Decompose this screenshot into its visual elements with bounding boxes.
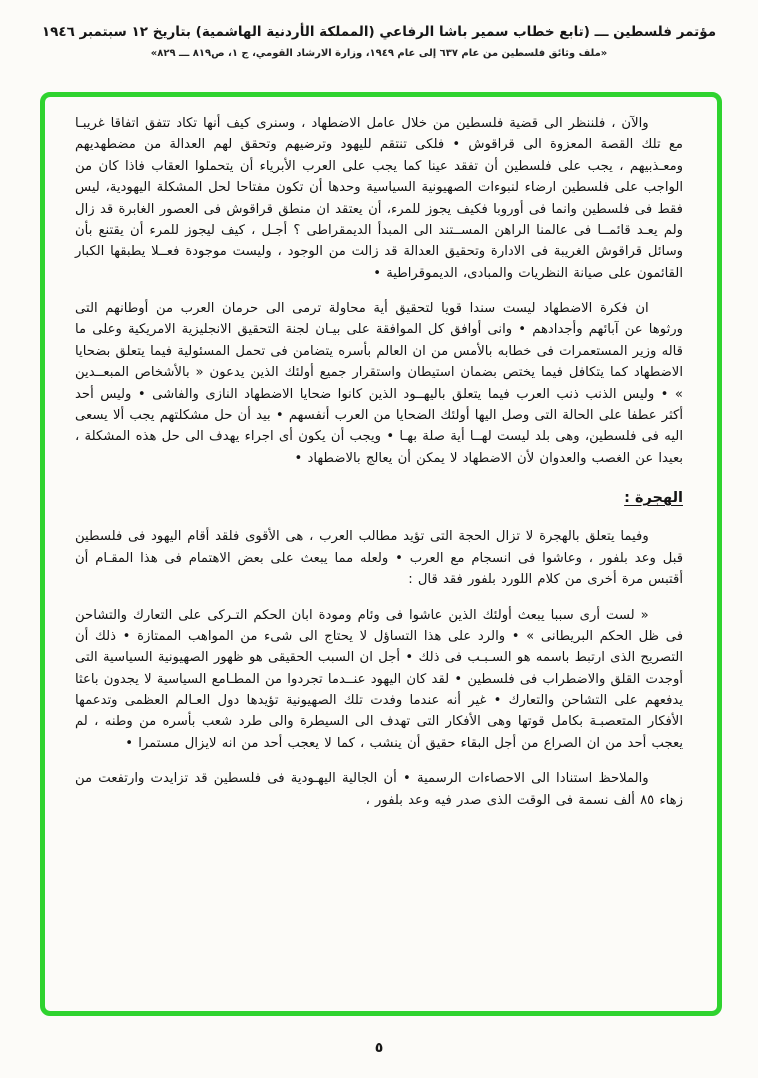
page-header bbox=[0, 0, 758, 59]
section-heading-immigration: الهجرة : bbox=[624, 490, 683, 506]
page-footer bbox=[0, 1037, 758, 1056]
paragraph-oppression-2: ان فكرة الاضطهاد ليست سندا قويا لتحقيق أية محاولة ترمى الى حرمان العرب من أوطانهم التى ورثوها عن آبائهم وأجدادهم • وانى أوافق كل الموافقة على بيـان لجنة التحقيق الانجليزية الامريكية وعلى ما قاله وزير المستعمرات فى خطابه بالأمس من ان العالم بأسره يتضامن فى تحمل المسئولية فيما يتعلق بضحايا الاضطهاد كما يتكافل فيما يختص بضمان استيطان واستقرار جميع أولئك الذين يدعون « بالأشخاص المبعــدين » • وليس الذنب ذنب العرب فيما يتعلق باليهــود الذين كانوا ضحايا الاضطهاد النازى والفاشى • وليس أحد أكثر عطفا على الحالة التى وصل اليها أولئك الضحايا من العرب أنفسهم • بيد أن حل مشكلتهم يجب ألا يسعى اليه فى فلسطين، وهى بلد ليست لهــا أية صلة بهـا • ويجب أن يكون أى اجراء يهدف الى حل هذه المشكلة ، بعيدا عن الغصب والعدوان لأن الاضطهاد لا يمكن أن يعالج بالاضطهاد • bbox=[75, 301, 683, 466]
document-title: مؤتمر فلسطين ـــ (تابع خطاب سمير باشا الرفاعي (المملكة الأردنية الهاشمية) بتاريخ ١٢ سبتمبر ١٩٤٦ bbox=[41, 24, 717, 40]
document-body bbox=[75, 113, 683, 811]
paragraph-balfour-quote: « لست أرى سببا يبعث أولئك الذين عاشوا فى وئام ومودة ابان الحكم التـركى على التعارك والتشاحن فى ظل الحكم البريطانى » • والرد على هذا التساؤل لا يحتاج الى شىء من المواهب الممتازة • ذلك أن التصريح الذى ارتبط باسمه هو السـبـب فى ذلك • أجل ان السبب الحقيقى هو ظهور الصهيونية السياسية التى أوجدت القلق والاضطراب فى فلسطين • لقد كان اليهود عنــدما تجردوا من المطـامع السياسية لا يجدون باعثا يدفعهم على التشاحن والتعارك • غير أنه عندما وفدت تلك الصهيونية تؤيدها دول العـالم العظمى وتدعمها الأفكار المتعصبـة بكامل قوتها وهى الأفكار التى تهدف الى السيطرة والى طرد شعب بأسره من وطنه ، لم يعجب أحد من ان الصراع من أجل البقاء حقيق أن ينشب ، كما لا يعجب أحد من انه لايزال مستمرا • bbox=[75, 607, 683, 751]
paragraph-immigration-1: وفيما يتعلق بالهجرة لا تزال الحجة التى تؤيد مطالب العرب ، هى الأقوى فلقد أقام اليهود فى فلسطين قبل وعد بلفور ، وعاشوا فى انسجام مع العرب • ولعله مما يبعث على بعض الاهتمام فى هذا المقـام أن أقتبس مرة أخرى من كلام اللورد بلفور فقد قال : bbox=[75, 529, 683, 588]
green-annotation-box bbox=[40, 92, 722, 1016]
paragraph-oppression-1: والآن ، فلننظر الى قضية فلسطين من خلال عامل الاضطهاد ، وسنرى كيف أنها تكاد تتفق اتفاقا غريبـا مع تلك القصة المعزوة الى قراقوش • فلكى تنتقم لليهود وترضيهم وتحقق لهم العدالة من مضطهديهم ومعـذبيهم ، يجب على فلسطين أن تفقد عينا كما يجب على العرب الأبرياء أن يتحملوا العقاب فاذا كان من الواجب على فلسطين ارضاء لنبوءات الصهيونية السياسية وحدها أن تكون مفتاحا لحل المشكلة اليهودية، ليس فقط فى فلسطين وانما فى أوروبا فكيف يجوز للمرء، أن يعتقد ان منطق قراقوش فى العصور الغابرة قد زال ولم يعـد قائمــا فى عالمنا الراهن المســتند الى المبدأ الديمقراطى ؟ أجـل ، كيف ليجوز للمرء أن يقتنع بأن وسائل قراقوش الغريبة فى الادارة وتحقيق العدالة قد زالت من الوجود ، وليست موجودة فعــلا يطبقها الكبار القائمون على صيانة النظريات والمبادى، الديموقراطية • bbox=[75, 116, 683, 281]
document-subtitle: «ملف وثائق فلسطين من عام ٦٣٧ إلى عام ١٩٤٩، وزارة الارشاد القومي، ج ١، ص٨١٩ ـــ ٨٢٩» bbox=[150, 48, 608, 60]
page-number: ٥ bbox=[374, 1040, 384, 1056]
paragraph-statistics: والملاحظ استنادا الى الاحصاءات الرسمية • أن الجالية اليهـودية فى فلسطين قد تزايدت وارتفعت من زهاء ٨٥ ألف نسمة فى الوقت الذى صدر فيه وعد بلفور ، bbox=[75, 771, 683, 808]
